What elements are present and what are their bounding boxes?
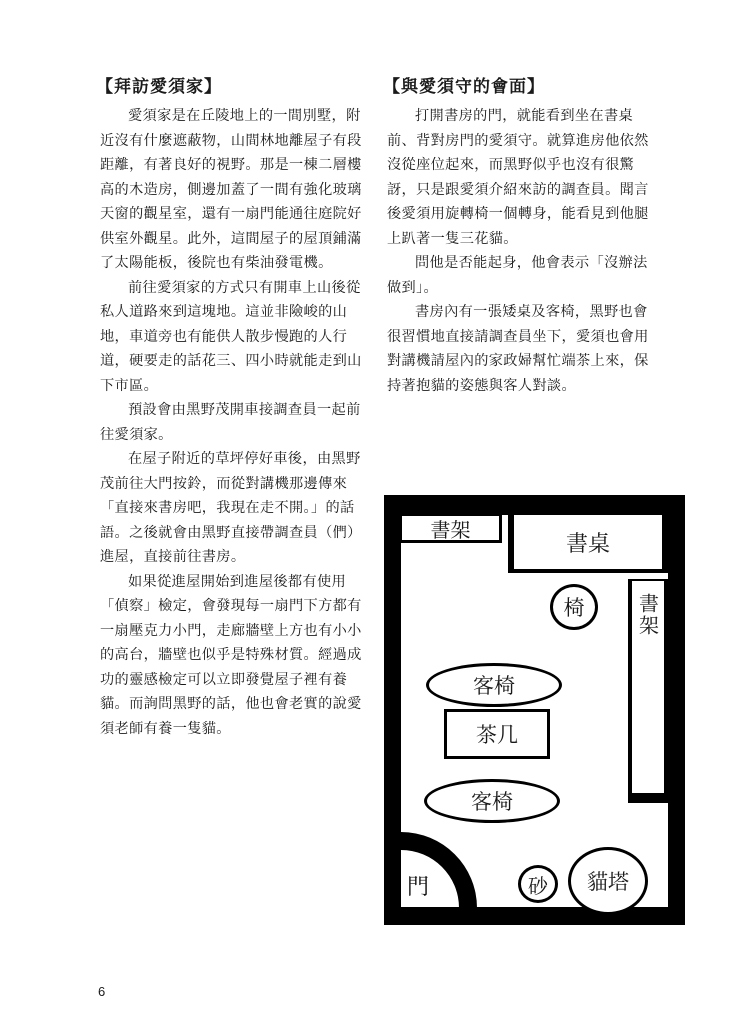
right-paragraph-1-line-2: 前、背對房門的愛須守。就算進房他依然	[387, 132, 649, 149]
guest-chair-bottom: 客椅	[424, 779, 560, 823]
left-paragraph-1-line-1: 愛須家是在丘陵地上的一間別墅，附	[128, 108, 361, 124]
bookshelf-top: 書架	[399, 513, 502, 543]
right-column	[383, 74, 649, 398]
wall-right	[668, 495, 685, 925]
left-paragraph-1-line-6: 供室外觀星。此外，這間屋子的屋頂鋪滿	[100, 230, 362, 247]
left-paragraph-1-line-2: 近沒有什麼遮蔽物，山間林地離屋子有段	[100, 132, 362, 149]
left-paragraph-5-line-2: 「偵察」檢定，會發現每一扇門下方都有	[100, 598, 362, 614]
right-paragraph-2-line-1: 問他是否能起身，他會表示「沒辦法	[415, 255, 648, 271]
left-paragraph-5-line-6: 貓。而詢問黑野的話，他也會老實的說愛	[100, 696, 362, 712]
guest-chair-top: 客椅	[426, 663, 562, 707]
left-paragraph-2-line-1: 前往愛須家的方式只有開車上山後從	[128, 279, 361, 296]
right-paragraph-3-line-1: 書房內有一張矮桌及客椅，黑野也會	[415, 304, 648, 320]
right-paragraph-2-line-2: 做到」。	[387, 279, 439, 296]
page-number: 6	[98, 984, 106, 999]
right-paragraph-1-line-3: 沒從座位起來，而黑野似乎也沒有很驚	[387, 157, 635, 173]
left-paragraph-4-line-5: 進屋，直接前往書房。	[100, 549, 246, 565]
left-paragraph-2-line-5: 下市區。	[100, 377, 159, 394]
left-paragraph-1-line-4: 高的木造房，側邊加蓋了一間有強化玻璃	[100, 181, 362, 198]
section-heading-visit: 【拜訪愛須家】	[96, 77, 222, 97]
left-paragraph-4-line-3: 「直接來書房吧，我現在走不開。」的話	[100, 500, 355, 516]
left-paragraph-2-line-2: 私人道路來到這塊地。這並非險峻的山	[100, 304, 348, 320]
door-label: 門	[406, 875, 429, 900]
left-paragraph-5-line-4: 的高台，牆壁也似乎是特殊材質。經過成	[100, 647, 362, 663]
wall-left	[384, 495, 401, 925]
desk: 書桌	[514, 515, 662, 569]
left-paragraph-2-line-4: 道，硬要走的話花三、四小時就能走到山	[100, 353, 362, 369]
right-paragraph-3-line-4: 持著抱貓的姿態與客人對談。	[387, 377, 576, 394]
tea-table: 茶几	[444, 709, 550, 759]
study-floor-plan	[384, 495, 685, 925]
left-paragraph-5-line-3: 一扇壓克力小門，走廊牆壁上方也有小小	[100, 622, 362, 639]
left-paragraph-2-line-3: 地，車道旁也有能供人散步慢跑的人行	[100, 328, 348, 345]
left-column	[96, 74, 362, 741]
bookshelf-right: 書架	[632, 581, 664, 793]
right-paragraph-3-line-2: 很習慣地直接請調查員坐下，愛須也會用	[387, 328, 649, 345]
left-paragraph-3-line-2: 往愛須家。	[100, 426, 173, 443]
left-paragraph-4-line-2: 茂前往大門按鈴，而從對講機那邊傳來	[100, 475, 348, 492]
left-paragraph-1-line-3: 距離，有著良好的視野。那是一棟二層樓	[100, 157, 362, 173]
right-paragraph-3-line-3: 對講機請屋內的家政婦幫忙端茶上來，保	[387, 353, 649, 369]
left-paragraph-1-line-5: 天窗的觀星室，還有一扇門能通往庭院好	[100, 206, 362, 222]
wall-bottom	[384, 907, 685, 925]
right-paragraph-1-line-1: 打開書房的門，就能看到坐在書桌	[415, 108, 634, 124]
left-paragraph-1-line-7: 了太陽能板，後院也有柴油發電機。	[100, 255, 333, 271]
left-paragraph-5-line-5: 功的靈感檢定可以立即發覺屋子裡有養	[100, 671, 348, 688]
right-paragraph-1-line-5: 後愛須用旋轉椅一個轉身，能看見到他腿	[387, 206, 649, 222]
swivel-chair: 椅	[550, 584, 598, 630]
left-paragraph-4-line-4: 語。之後就會由黑野直接帶調查員（們）	[100, 524, 362, 541]
cat-tower: 貓塔	[568, 847, 648, 915]
right-paragraph-1-line-4: 訝，只是跟愛須介紹來訪的調查員。聞言	[387, 181, 649, 198]
left-paragraph-5-line-1: 如果從進屋開始到進屋後都有使用	[128, 573, 347, 590]
wall-top	[384, 495, 685, 515]
right-paragraph-1-line-6: 上趴著一隻三花貓。	[387, 230, 518, 247]
left-paragraph-3-line-1: 預設會由黑野茂開車接調查員一起前	[128, 402, 361, 418]
left-paragraph-5-line-7: 須老師有養一隻貓。	[100, 720, 231, 737]
litter-box: 砂	[518, 865, 558, 903]
section-heading-meeting: 【與愛須守的會面】	[383, 77, 545, 97]
left-paragraph-4-line-1: 在屋子附近的草坪停好車後，由黑野	[128, 451, 361, 467]
